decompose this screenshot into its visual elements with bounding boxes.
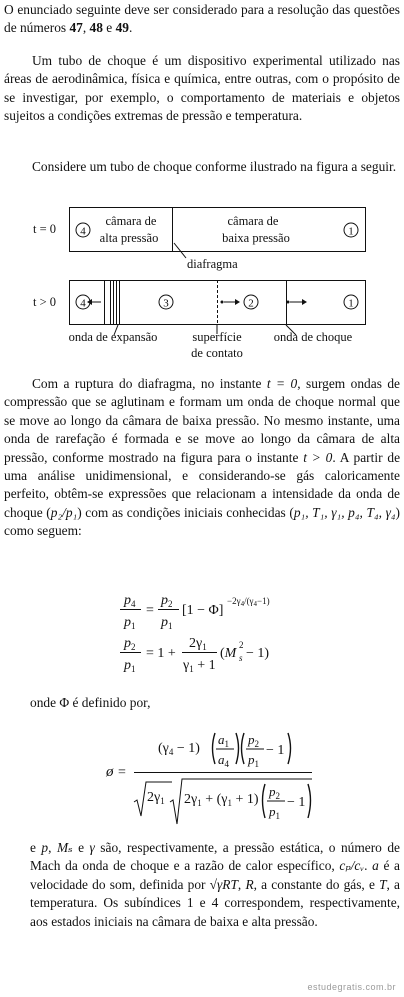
symbol-sqrt-gamma-r-t: √γRT	[209, 876, 238, 892]
high-pressure-label: alta pressão	[99, 231, 159, 245]
eq-symbol: =	[146, 603, 154, 618]
dot-icon	[221, 301, 224, 304]
eq-symbol: $p_1$	[161, 615, 173, 631]
phi-definition-intro: onde Φ é definido por,	[30, 695, 151, 710]
eq-symbol: $2\gamma_1$	[189, 636, 207, 652]
shock-analysis-paragraph	[4, 375, 400, 541]
symbol-a: a	[372, 858, 379, 874]
symbol-cp-cv: cₚ/cᵥ	[339, 858, 365, 874]
eq-symbol: $-2\gamma_4/(\gamma_4-1)$	[227, 596, 270, 608]
symbol-gamma: γ	[89, 840, 95, 855]
intro-paragraph	[4, 1, 400, 38]
eq-symbol: $p_1$	[269, 804, 280, 821]
symbol-mach: Mₛ	[56, 840, 73, 855]
eq-symbol: 2	[239, 640, 244, 650]
symbol-p: p	[41, 840, 49, 855]
high-pressure-label: câmara de	[105, 214, 157, 228]
site-watermark: estudegratis.com.br	[307, 982, 396, 992]
eq-symbol: $(\gamma_4 - 1)$	[158, 741, 200, 757]
diaphragm-label: diafragma	[187, 257, 238, 271]
text-run: ,	[237, 876, 246, 892]
text-run: , a temperatura. Os subíndices 1 e 4 correspondem, respectivamente, aos estados iniciais na câmara de baixa e alta pressão.	[30, 876, 400, 929]
contact-surface-label: de contato	[191, 346, 243, 360]
text-run: ) com as condições iniciais conhecidas (	[77, 504, 294, 520]
low-pressure-label: câmara de	[227, 214, 279, 228]
eq-symbol: $a_1$	[218, 732, 229, 749]
text-run: , surgem ondas de compressão que se aglutinam e formam um onda de choque normal que se move ao longo da câmara de baixa pressão. No mesmo instante, uma onda de rarefação é formada e se move ao longo da câmara de alta pressão, conforme mostrado na figura para o instante	[4, 376, 400, 465]
low-pressure-label: baixa pressão	[222, 231, 290, 245]
region-1-label: 1	[348, 225, 354, 238]
eq-symbol: $p_1$	[124, 658, 136, 674]
question-number-3: 49	[115, 20, 129, 36]
eq-symbol: − 1	[287, 795, 306, 810]
region-2-label: 2	[248, 297, 254, 310]
eq-symbol: (M	[220, 646, 237, 661]
text-run: é a velocidade do som, definida por	[30, 858, 400, 892]
symbol-r: R	[245, 876, 254, 892]
region-3-label: 3	[163, 297, 169, 310]
shock-wave-label: onda de choque	[273, 330, 353, 344]
separator: e	[102, 20, 116, 36]
phi-equation	[100, 722, 340, 828]
eq-symbol: $2\gamma_1 + (\gamma_1 + 1)$	[184, 792, 259, 808]
dot-icon	[287, 301, 290, 304]
eq-symbol: $p_2$	[248, 732, 259, 749]
eq-symbol: s	[239, 653, 243, 663]
eq-symbol: ø	[106, 764, 114, 780]
arrowhead-icon	[302, 299, 307, 305]
separator: ,	[82, 20, 90, 36]
time-zero: t = 0	[266, 376, 298, 391]
contact-surface-label: superfície	[192, 330, 242, 344]
region-4-label: 4	[80, 297, 86, 310]
eq-symbol: $p_2$	[269, 784, 280, 801]
eq-symbol: [1 − Φ]	[182, 603, 224, 618]
symbol-t: T	[379, 876, 387, 892]
expansion-wave-label: onda de expansão	[68, 330, 158, 344]
eq-symbol: $p_1$	[124, 615, 136, 631]
text-run: e	[30, 840, 42, 855]
period: .	[128, 20, 133, 36]
eq-symbol: − 1	[266, 743, 285, 758]
text-run: Com a ruptura do diafragma, no instante	[32, 376, 267, 391]
variables-definition-paragraph	[30, 839, 400, 931]
question-number-2: 48	[89, 20, 103, 36]
text-run: e	[72, 840, 90, 855]
shock-tube-figure	[0, 200, 404, 370]
text-run: ,	[48, 840, 57, 855]
intro-text: O enunciado seguinte deve ser considerado para a resolução das questões de números	[4, 2, 400, 36]
eq-symbol: $p_4$	[124, 593, 136, 609]
eq-symbol: = 1 +	[146, 646, 176, 661]
eq-symbol: $\gamma_1 + 1$	[183, 658, 216, 674]
eq-symbol: $p_2$	[124, 636, 136, 652]
consider-figure-text: Considere um tubo de choque conforme ilustrado na figura a seguir.	[32, 159, 397, 174]
region-4-label: 4	[80, 225, 86, 238]
text-run: ) como seguem:	[4, 504, 400, 539]
initial-conditions: p₁, T₁, γ₁, p₄, T₄, γ₄	[293, 504, 396, 520]
eq-symbol: $2\gamma_1$	[147, 790, 165, 806]
text-run: são, respectivamente, a pressão estática, o número de Mach da onda de choque e a razão de calor específico,	[30, 840, 400, 874]
arrowhead-icon	[235, 299, 240, 305]
eq-symbol: $a_4$	[218, 752, 229, 769]
question-number-1: 47	[69, 20, 83, 36]
eq-symbol: $p_2$	[161, 593, 173, 609]
eq-symbol: =	[118, 765, 126, 780]
eq-symbol: $p_1$	[248, 752, 259, 769]
time-positive: t > 0	[303, 449, 333, 465]
diaphragm-leader	[174, 243, 186, 258]
shock-tube-equations	[110, 590, 330, 680]
text-run: , a constante do gás, e	[253, 876, 380, 892]
text-run: . A partir de uma análise unidimensional, e considerando-se gás caloricamente perfeito, obtêm-se expressões que relacionam a intensidade da onda de choque (	[4, 449, 401, 520]
eq-symbol: − 1)	[246, 646, 270, 661]
shock-tube-description: Um tubo de choque é um dispositivo experimental utilizado nas áreas de aerodinâmica, física e química, entre outras, com o propósito de se investigar, por exemplo, o comportamento de materiais e objetos sujeitos a condições extremas de pressão e temperatura.	[4, 53, 400, 124]
t0-label: t = 0	[33, 222, 57, 236]
pressure-ratio: p₂/p₁	[50, 504, 78, 520]
region-1-label: 1	[348, 297, 354, 310]
tgt0-label: t > 0	[33, 295, 57, 309]
text-run: .	[364, 858, 373, 874]
